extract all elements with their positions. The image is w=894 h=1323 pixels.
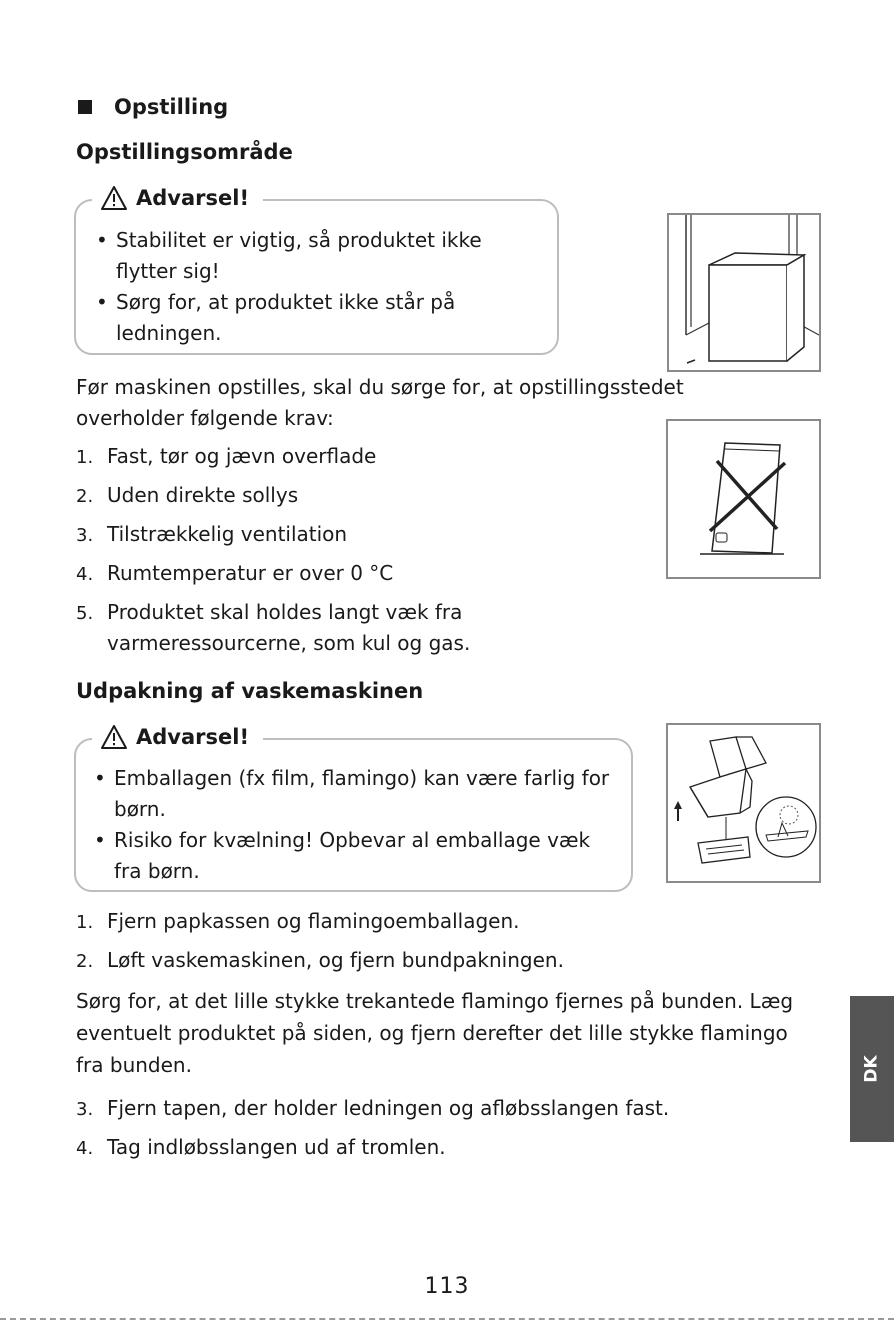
list-text: Tag indløbsslangen ud af tromlen. [107, 1135, 446, 1159]
unpacking-steps-b [76, 1093, 796, 1171]
placement-warning-box [74, 186, 559, 355]
list-number: 5. [76, 603, 94, 624]
placement-intro: Før maskinen opstilles, skal du sørge for, at opstillingsstedet overholder følgende krav: [76, 375, 684, 430]
list-item [76, 945, 696, 976]
section-bullet-square [78, 100, 92, 114]
list-text: Produktet skal holdes langt væk fra varmeressourcerne, som kul og gas. [107, 600, 471, 655]
warning-item: • Risiko for kvælning! Opbevar al emballage væk fra børn. [92, 825, 622, 887]
section-title [78, 92, 228, 122]
list-item [76, 906, 696, 937]
list-item [76, 558, 656, 589]
list-text: Rumtemperatur er over 0 °C [107, 561, 394, 585]
list-item [76, 519, 656, 550]
list-number: 2. [76, 486, 94, 507]
unpacking-heading: Udpakning af vaskemaskinen [76, 679, 424, 703]
warning-item: • Emballagen (fx film, flamingo) kan være farlig for børn. [92, 763, 622, 825]
list-text: Uden direkte sollys [107, 483, 299, 507]
unboxing-illustration [668, 725, 819, 881]
unpacking-note: Sørg for, at det lille stykke trekantede flamingo fjernes på bunden. Læg eventuelt produktet på siden, og fjern derefter det lille stykke flamingo fra bunden. [76, 989, 794, 1077]
list-number: 2. [76, 951, 94, 972]
list-number: 1. [76, 912, 94, 933]
page-number: 113 [424, 1274, 470, 1299]
list-item [76, 597, 516, 659]
unpacking-warning-box [74, 725, 633, 892]
list-text: Fjern tapen, der holder ledningen og afløbsslangen fast. [107, 1096, 670, 1120]
language-tab-label: DK [861, 1055, 882, 1083]
list-item [76, 1132, 796, 1163]
unpacking-warning-list [92, 763, 622, 887]
crossed-out-machine-illustration [668, 421, 819, 577]
warning-triangle-icon [100, 724, 128, 750]
list-number: 3. [76, 1099, 94, 1120]
list-number: 3. [76, 525, 94, 546]
section-title-text: Opstilling [114, 95, 229, 119]
list-item [76, 441, 656, 472]
machine-alcove-illustration [669, 215, 819, 370]
placement-warning-list [94, 225, 534, 349]
warning-item: • Stabilitet er vigtig, så produktet ikke flytter sig! [94, 225, 534, 287]
list-number: 4. [76, 564, 94, 585]
list-text: Fast, tør og jævn overflade [107, 444, 377, 468]
unpacking-steps-a [76, 906, 696, 984]
unpacking-warning-title-text: Advarsel! [136, 725, 250, 749]
requirements-list [76, 441, 656, 667]
figure-tilted-machine-crossed [666, 419, 821, 579]
placement-warning-title-text: Advarsel! [136, 186, 250, 210]
language-tab [850, 996, 894, 1142]
unpacking-warning-title [92, 722, 263, 752]
bottom-divider [0, 1318, 894, 1320]
warning-item: • Sørg for, at produktet ikke står på ledningen. [94, 287, 534, 349]
list-text: Tilstrækkelig ventilation [107, 522, 348, 546]
placement-warning-title [92, 183, 263, 213]
figure-unboxing [666, 723, 821, 883]
list-number: 4. [76, 1138, 94, 1159]
list-item [76, 480, 656, 511]
list-item [76, 1093, 796, 1124]
list-number: 1. [76, 447, 94, 468]
list-text: Fjern papkassen og flamingoemballagen. [107, 909, 520, 933]
figure-machine-alcove [667, 213, 821, 372]
placement-heading: Opstillingsområde [76, 140, 293, 164]
warning-triangle-icon [100, 185, 128, 211]
list-text: Løft vaskemaskinen, og fjern bundpakningen. [107, 948, 564, 972]
